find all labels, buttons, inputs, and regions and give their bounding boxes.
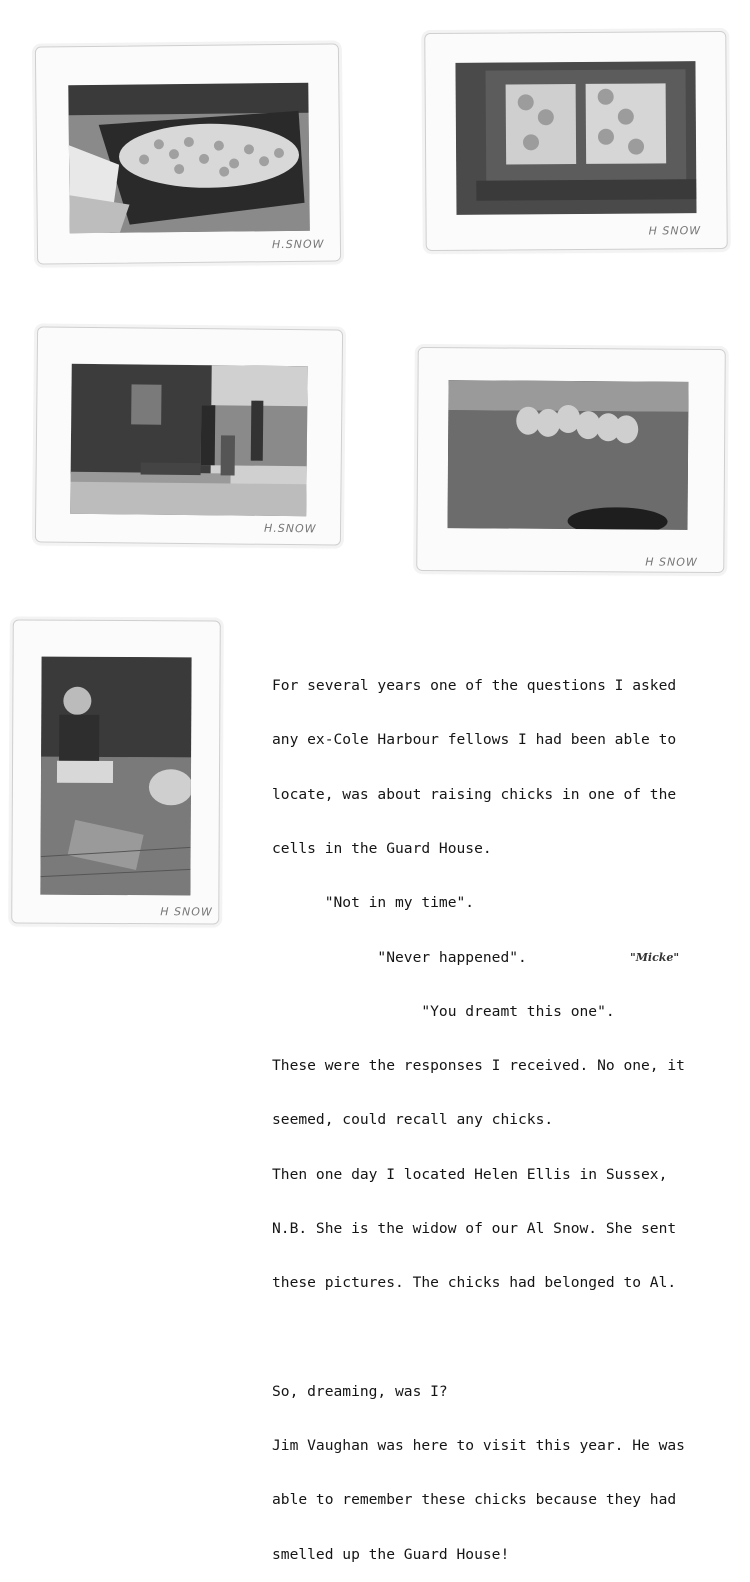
photo-caption: H SNOW: [160, 905, 213, 919]
note-line: "Not in my time".: [272, 894, 475, 912]
note-line: able to remember these chicks because they had: [272, 1491, 677, 1509]
typed-note: [272, 641, 748, 1582]
photo-caption: H.SNOW: [271, 237, 325, 252]
photo-print-3: [35, 326, 343, 545]
note-line: any ex-Cole Harbour fellows I had been able to: [272, 731, 677, 749]
note-line: "Never happened".: [272, 948, 527, 966]
photo-caption: H SNOW: [645, 555, 698, 569]
photo-man-with-dog: [40, 657, 191, 896]
photo-chicks-outdoors: [448, 380, 689, 530]
note-line: cells in the Guard House.: [272, 840, 492, 858]
note-line: So, dreaming, was I?: [272, 1382, 448, 1400]
photo-caption: H SNOW: [648, 224, 702, 238]
note-line: Jim Vaughan was here to visit this year. He was: [272, 1437, 685, 1455]
photo-print-4: [416, 347, 726, 573]
photo-chicks-in-pen: [68, 83, 310, 234]
signature: "Micke": [630, 951, 680, 964]
photo-porch-group: [70, 364, 308, 516]
photo-print-5: [11, 619, 221, 924]
photo-chicks-in-crate: [455, 61, 696, 215]
note-line: For several years one of the questions I asked: [272, 677, 677, 695]
photo-print-1: [35, 43, 341, 264]
note-line: N.B. She is the widow of our Al Snow. She sent: [272, 1220, 677, 1237]
note-line: Then one day I located Helen Ellis in Sussex,: [272, 1165, 668, 1183]
photo-print-2: [424, 31, 728, 251]
note-line: locate, was about raising chicks in one of the: [272, 785, 677, 803]
note-line: smelled up the Guard House!: [272, 1545, 510, 1563]
photo-caption: H.SNOW: [263, 521, 317, 536]
note-line: [272, 1329, 748, 1347]
note-line: "You dreamt this one".: [272, 1002, 615, 1020]
note-line: these pictures. The chicks had belonged to Al.: [272, 1274, 677, 1292]
note-line: These were the responses I received. No one, it: [272, 1057, 685, 1075]
note-line: seemed, could recall any chicks.: [272, 1111, 554, 1129]
